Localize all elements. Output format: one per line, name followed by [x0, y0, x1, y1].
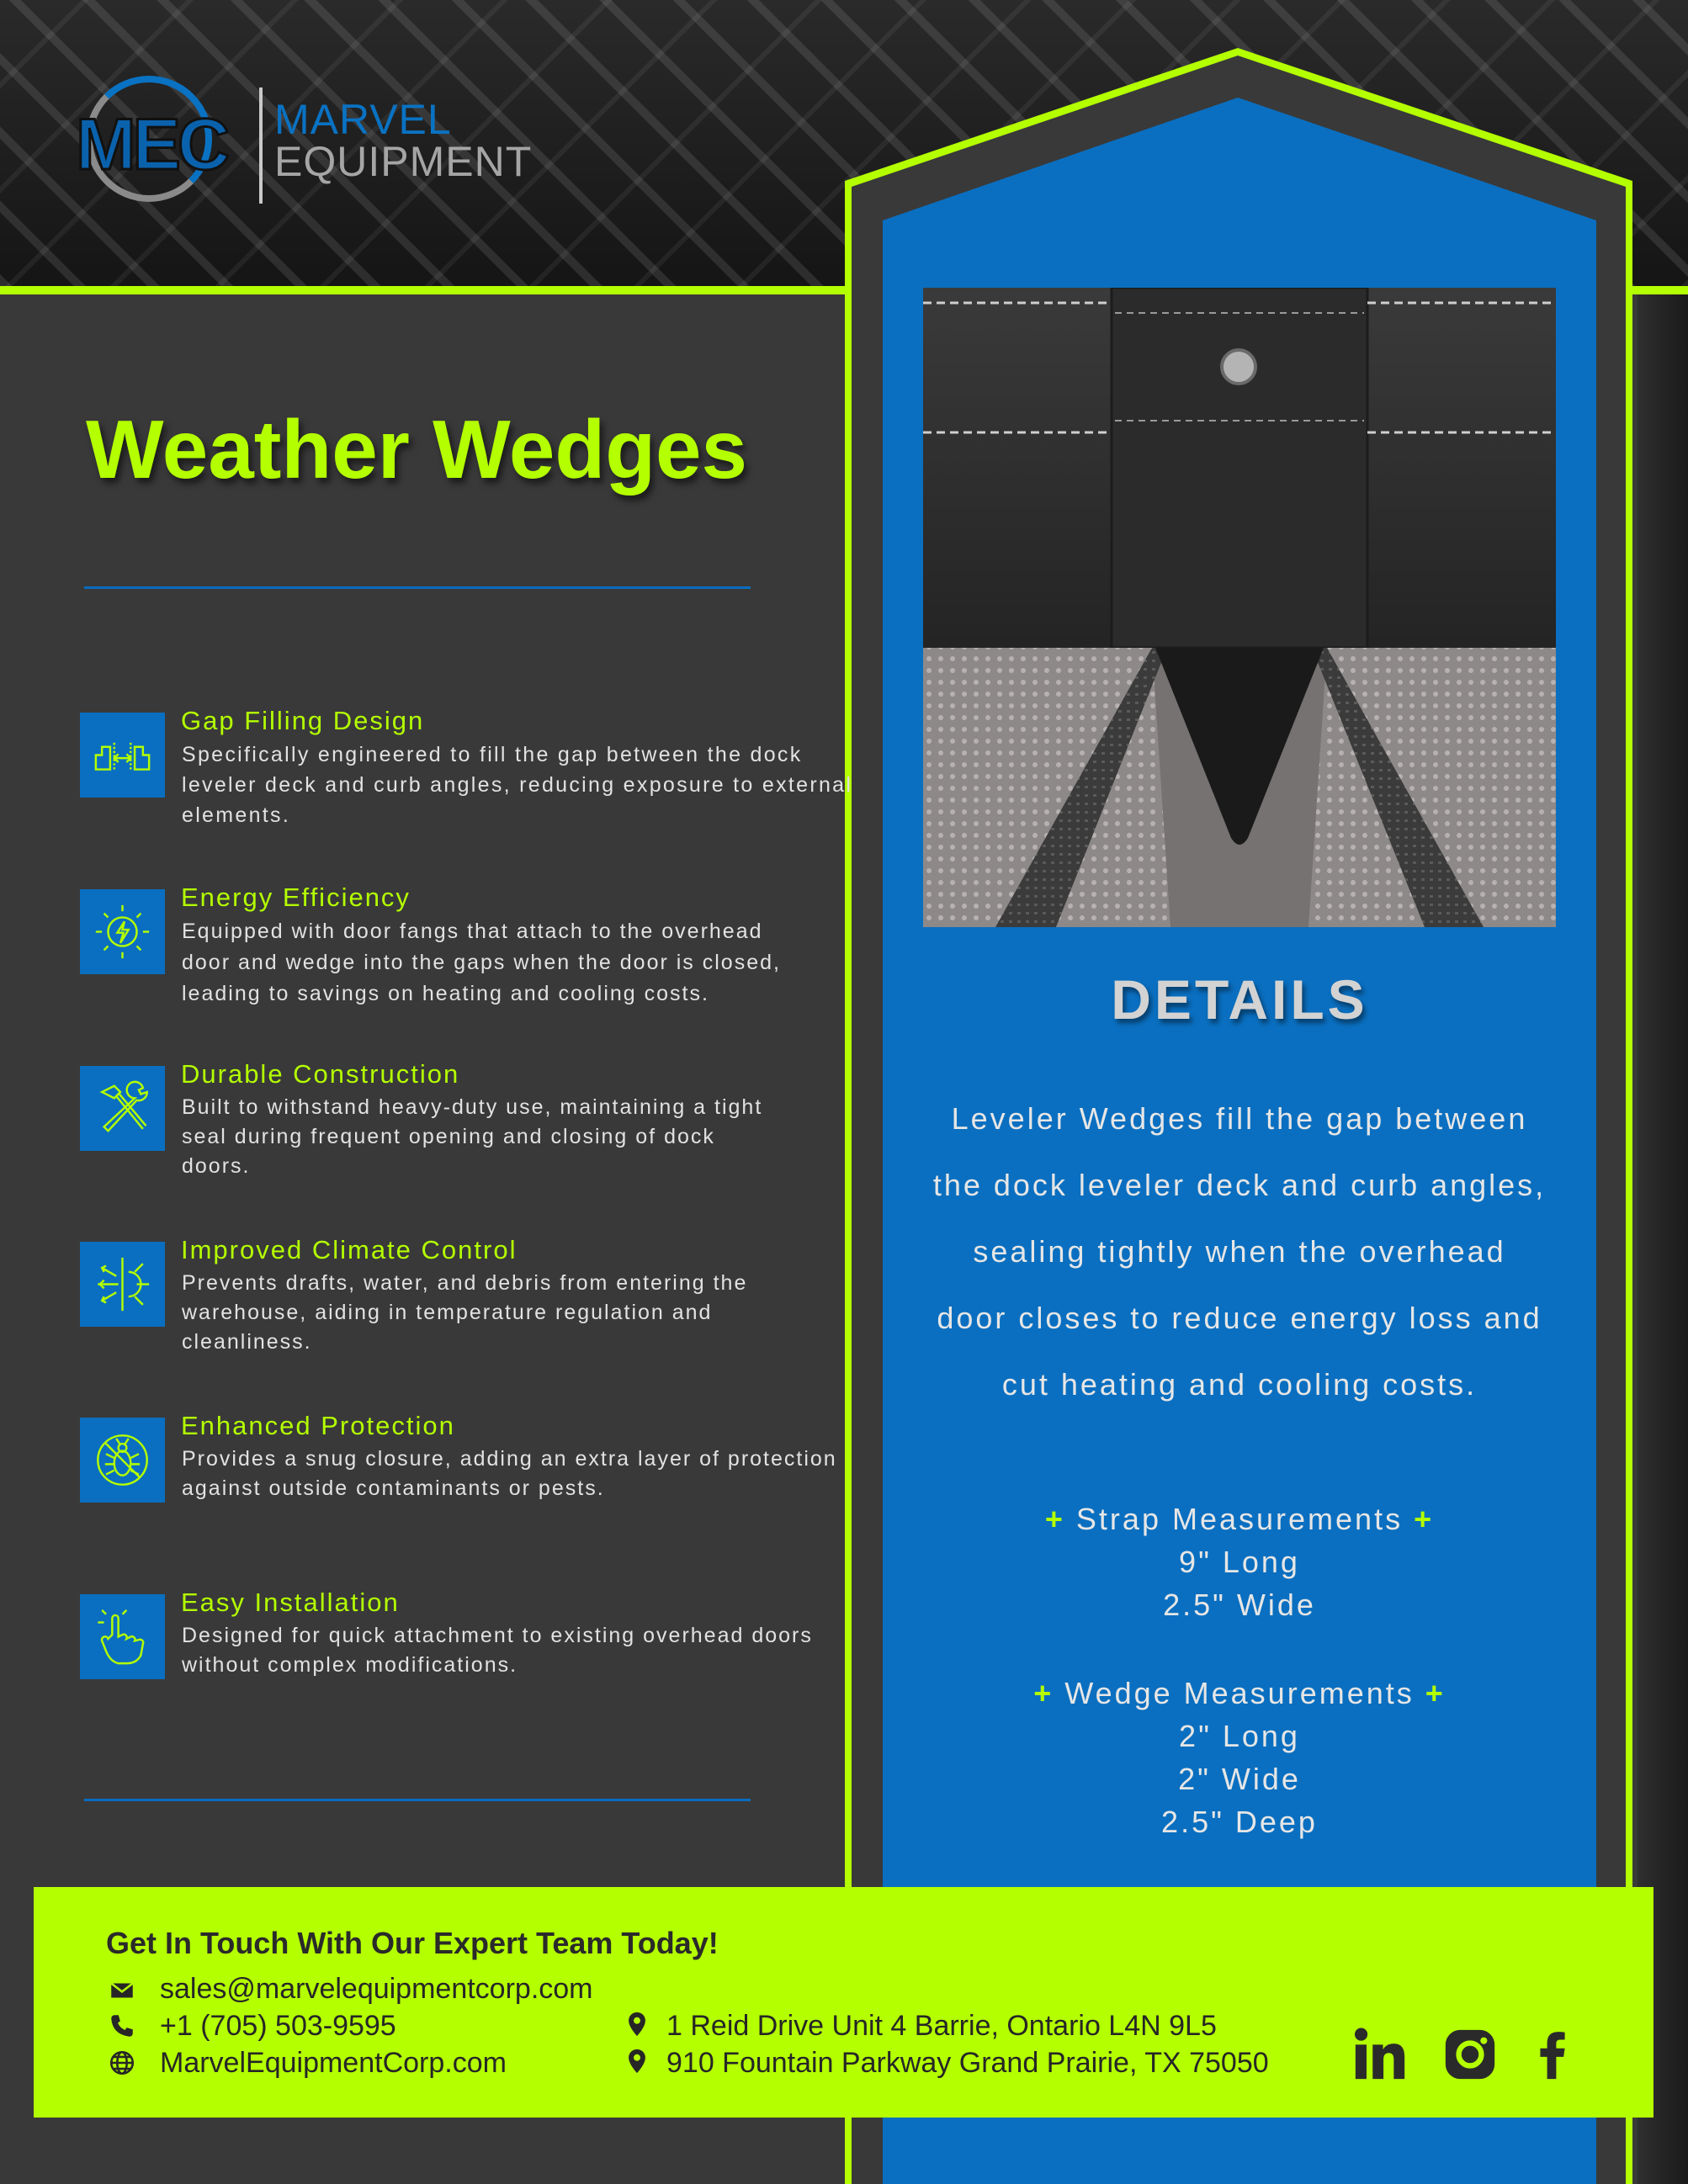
plus-icon: +: [1414, 1502, 1435, 1536]
strap-length: 9" Long: [1179, 1545, 1300, 1579]
address-1-text: 1 Reid Drive Unit 4 Barrie, Ontario L4N 9L5: [666, 2010, 1217, 2042]
website-text: MarvelEquipmentCorp.com: [160, 2047, 507, 2079]
location-pin-icon: [623, 2010, 651, 2038]
plus-icon: +: [1425, 1676, 1446, 1710]
divider-bottom: [84, 1799, 751, 1801]
tap-hand-icon: [80, 1594, 165, 1679]
feature-description: Built to withstand heavy-duty use, maintaining a tight seal during frequent opening and closing of dock doors.: [182, 1095, 763, 1178]
plus-icon: +: [1044, 1502, 1065, 1536]
wedge-measurements-heading: [883, 1672, 1596, 1715]
email-text: sales@marvelequipmentcorp.com: [160, 1973, 593, 2005]
footer-heading: Get In Touch With Our Expert Team Today!: [106, 1926, 719, 1960]
feature-title: Improved Climate Control: [181, 1235, 518, 1264]
globe-icon: [108, 2049, 136, 2077]
wedge-length: 2" Long: [1179, 1719, 1300, 1753]
gap-icon: [80, 713, 165, 798]
wedge-width: 2" Wide: [1178, 1762, 1301, 1796]
feature-title: Easy Installation: [181, 1588, 400, 1617]
energy-icon: [80, 889, 165, 974]
weather-wedge-product-image: [923, 288, 1556, 927]
feature-description: Specifically engineered to fill the gap between the dock leveler deck and curb angles, reducing exposure to external elements.: [182, 743, 853, 827]
feature-description: Designed for quick attachment to existing overhead doors without complex modifications.: [182, 1624, 813, 1677]
address-2-text: 910 Fountain Parkway Grand Prairie, TX 75050: [666, 2047, 1269, 2079]
logo-line-equipment: EQUIPMENT: [274, 138, 533, 185]
instagram-icon[interactable]: [1441, 2025, 1500, 2084]
logo-monogram: MEC: [76, 104, 227, 185]
wedge-depth: 2.5" Deep: [1161, 1805, 1318, 1839]
details-heading: DETAILS: [1111, 968, 1368, 1031]
phone-icon: [108, 2012, 136, 2040]
tools-icon: [80, 1066, 165, 1151]
climate-icon: [80, 1242, 165, 1327]
feature-title: Durable Construction: [181, 1059, 460, 1089]
no-pest-icon: [80, 1418, 165, 1503]
page-title: Weather Wedges: [86, 403, 748, 496]
divider-top: [84, 586, 751, 589]
feature-title: Gap Filling Design: [181, 706, 425, 735]
phone-text: +1 (705) 503-9595: [160, 2010, 396, 2042]
facebook-icon[interactable]: [1523, 2025, 1582, 2084]
strap-width: 2.5" Wide: [1163, 1588, 1316, 1622]
wedge-heading-text: Wedge Measurements: [1064, 1676, 1415, 1710]
feature-description: Prevents drafts, water, and debris from entering the warehouse, aiding in temperature regulation and cleanliness.: [182, 1271, 748, 1354]
feature-description: Equipped with door fangs that attach to the overhead door and wedge into the gaps when the door is closed, leading to savings on heating and cooling costs.: [182, 920, 781, 1005]
linkedin-icon[interactable]: [1351, 2025, 1409, 2084]
logo-line-marvel: MARVEL: [274, 96, 452, 143]
strap-heading-text: Strap Measurements: [1075, 1502, 1404, 1536]
location-pin-icon: [623, 2047, 651, 2075]
feature-title: Energy Efficiency: [181, 883, 411, 912]
feature-title: Enhanced Protection: [181, 1411, 455, 1440]
feature-description: Provides a snug closure, adding an extra layer of protection against outside contaminants or pests.: [182, 1447, 837, 1500]
wedge-measurements: [883, 1672, 1596, 1843]
details-body: Leveler Wedges fill the gap between the dock leveler deck and curb angles, sealing tightly when the overhead door closes to reduce energy loss and cut heating and cooling costs.: [932, 1101, 1547, 1402]
email-icon: [108, 1976, 136, 2005]
plus-icon: +: [1033, 1676, 1054, 1710]
strap-measurements: [883, 1498, 1596, 1626]
contact-footer: [34, 1887, 1653, 2118]
strap-measurements-heading: [883, 1498, 1596, 1540]
